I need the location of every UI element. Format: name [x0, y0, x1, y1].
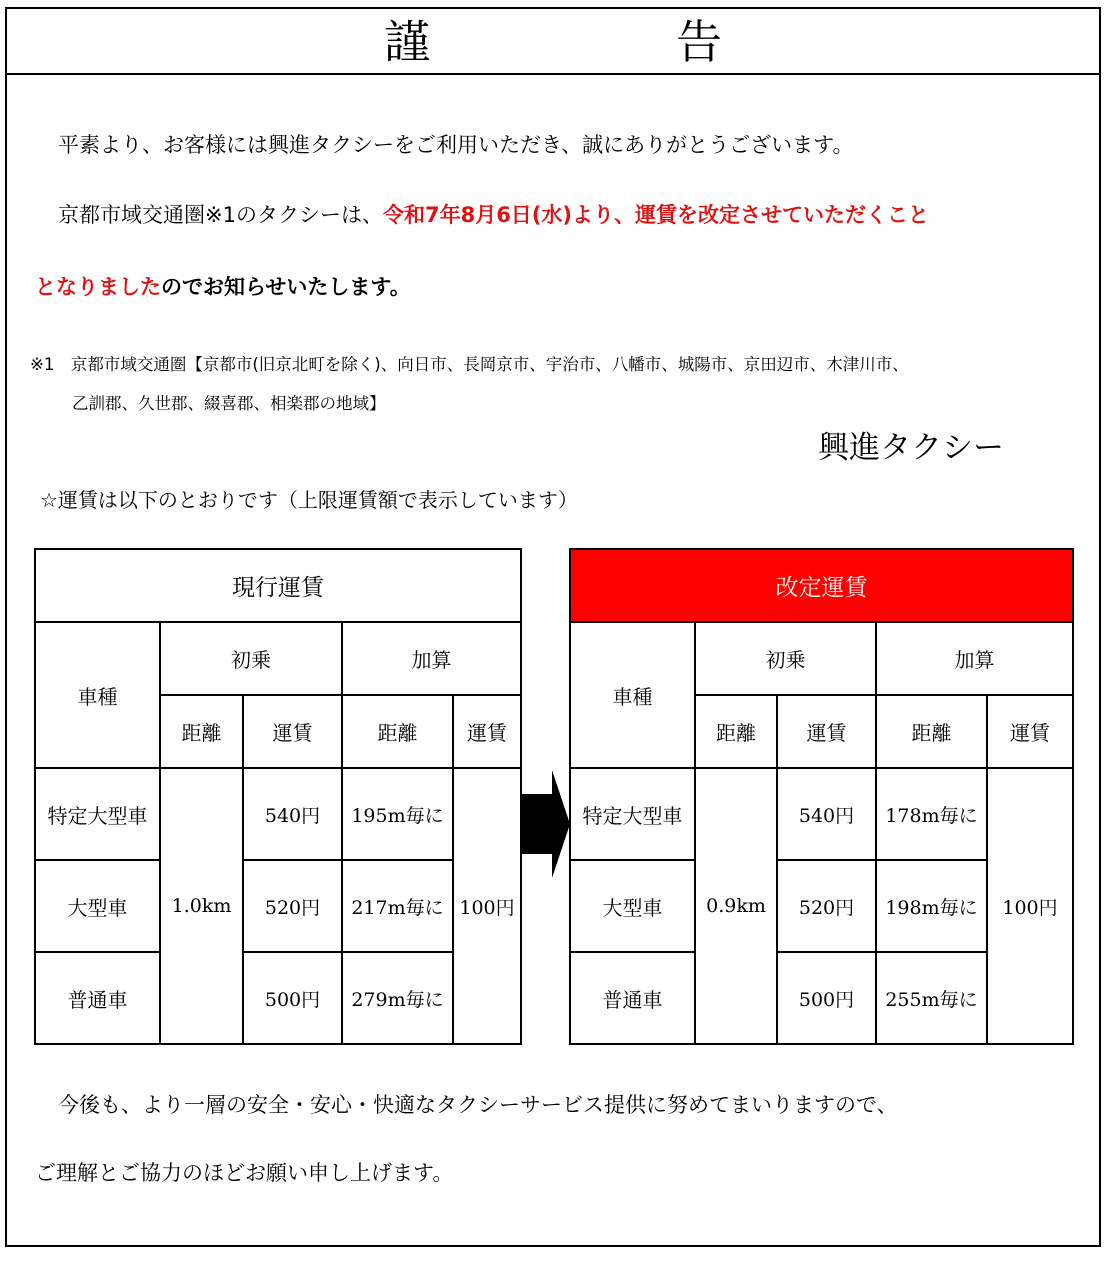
header-distance: 距離: [342, 695, 453, 768]
header-vehicle: 車種: [35, 622, 160, 768]
closing-line-1: 今後も、より一層の安全・安心・快適なタクシーサービス提供に努めてまいりますので、: [58, 1093, 898, 1117]
header-distance: 距離: [160, 695, 243, 768]
add-distance: 255m毎に: [876, 952, 987, 1044]
header-fare: 運賃: [777, 695, 876, 768]
header-initial: 初乗: [695, 622, 876, 695]
add-distance: 198m毎に: [876, 860, 987, 952]
initial-fare: 520円: [777, 860, 876, 952]
fare-intro: ☆運賃は以下のとおりです（上限運賃額で表示しています）: [40, 488, 578, 512]
notice-line-1: [58, 200, 929, 230]
vehicle-type: 特定大型車: [35, 768, 160, 860]
revised-fare-table: [569, 548, 1074, 1045]
add-distance: 178m毎に: [876, 768, 987, 860]
vehicle-type: 普通車: [570, 952, 695, 1044]
closing-line-2: ご理解とご協力のほどお願い申し上げます。: [35, 1161, 454, 1185]
initial-distance: 1.0km: [160, 768, 243, 1044]
notice-date-red: 令和7年8月6日(水)より、運賃を改定させていただくこと: [382, 203, 929, 227]
add-distance: 217m毎に: [342, 860, 453, 952]
add-distance: 195m毎に: [342, 768, 453, 860]
company-name: 興進タクシー: [818, 430, 1004, 466]
notice-red2: となりました: [35, 275, 161, 299]
initial-fare: 500円: [243, 952, 342, 1044]
header-vehicle: 車種: [570, 622, 695, 768]
current-fare-title: 現行運賃: [35, 549, 521, 622]
header-initial: 初乗: [160, 622, 342, 695]
title-bar: [7, 9, 1099, 75]
add-fare: 100円: [453, 768, 521, 1044]
vehicle-type: 大型車: [35, 860, 160, 952]
initial-fare: 500円: [777, 952, 876, 1044]
notice-part1: 京都市域交通圏※1のタクシーは、: [58, 203, 383, 227]
page-title: 謹 告: [384, 15, 822, 69]
footnote-line-1: ※1 京都市域交通圏【京都市(旧京北町を除く)、向日市、長岡京市、宇治市、八幡市、城陽市、京田辺市、木津川市、: [30, 355, 909, 374]
notice-part2: のでお知らせいたします。: [161, 275, 411, 299]
initial-fare: 520円: [243, 860, 342, 952]
revised-fare-title: 改定運賃: [570, 549, 1073, 622]
current-fare-table: [34, 548, 522, 1045]
initial-fare: 540円: [243, 768, 342, 860]
initial-distance: 0.9km: [695, 768, 777, 1044]
header-distance: 距離: [876, 695, 987, 768]
intro-text: 平素より、お客様には興進タクシーをご利用いただき、誠にありがとうございます。: [58, 133, 854, 157]
header-add: 加算: [876, 622, 1073, 695]
right-arrow-icon: [522, 770, 570, 878]
vehicle-type: 特定大型車: [570, 768, 695, 860]
initial-fare: 540円: [777, 768, 876, 860]
add-fare: 100円: [987, 768, 1073, 1044]
footnote-line-2: 乙訓郡、久世郡、綴喜郡、相楽郡の地域】: [72, 394, 386, 413]
add-distance: 279m毎に: [342, 952, 453, 1044]
notice-line-2: [35, 272, 411, 302]
header-fare: 運賃: [243, 695, 342, 768]
header-add: 加算: [342, 622, 521, 695]
vehicle-type: 普通車: [35, 952, 160, 1044]
header-distance: 距離: [695, 695, 777, 768]
header-fare: 運賃: [987, 695, 1073, 768]
vehicle-type: 大型車: [570, 860, 695, 952]
header-fare: 運賃: [453, 695, 521, 768]
